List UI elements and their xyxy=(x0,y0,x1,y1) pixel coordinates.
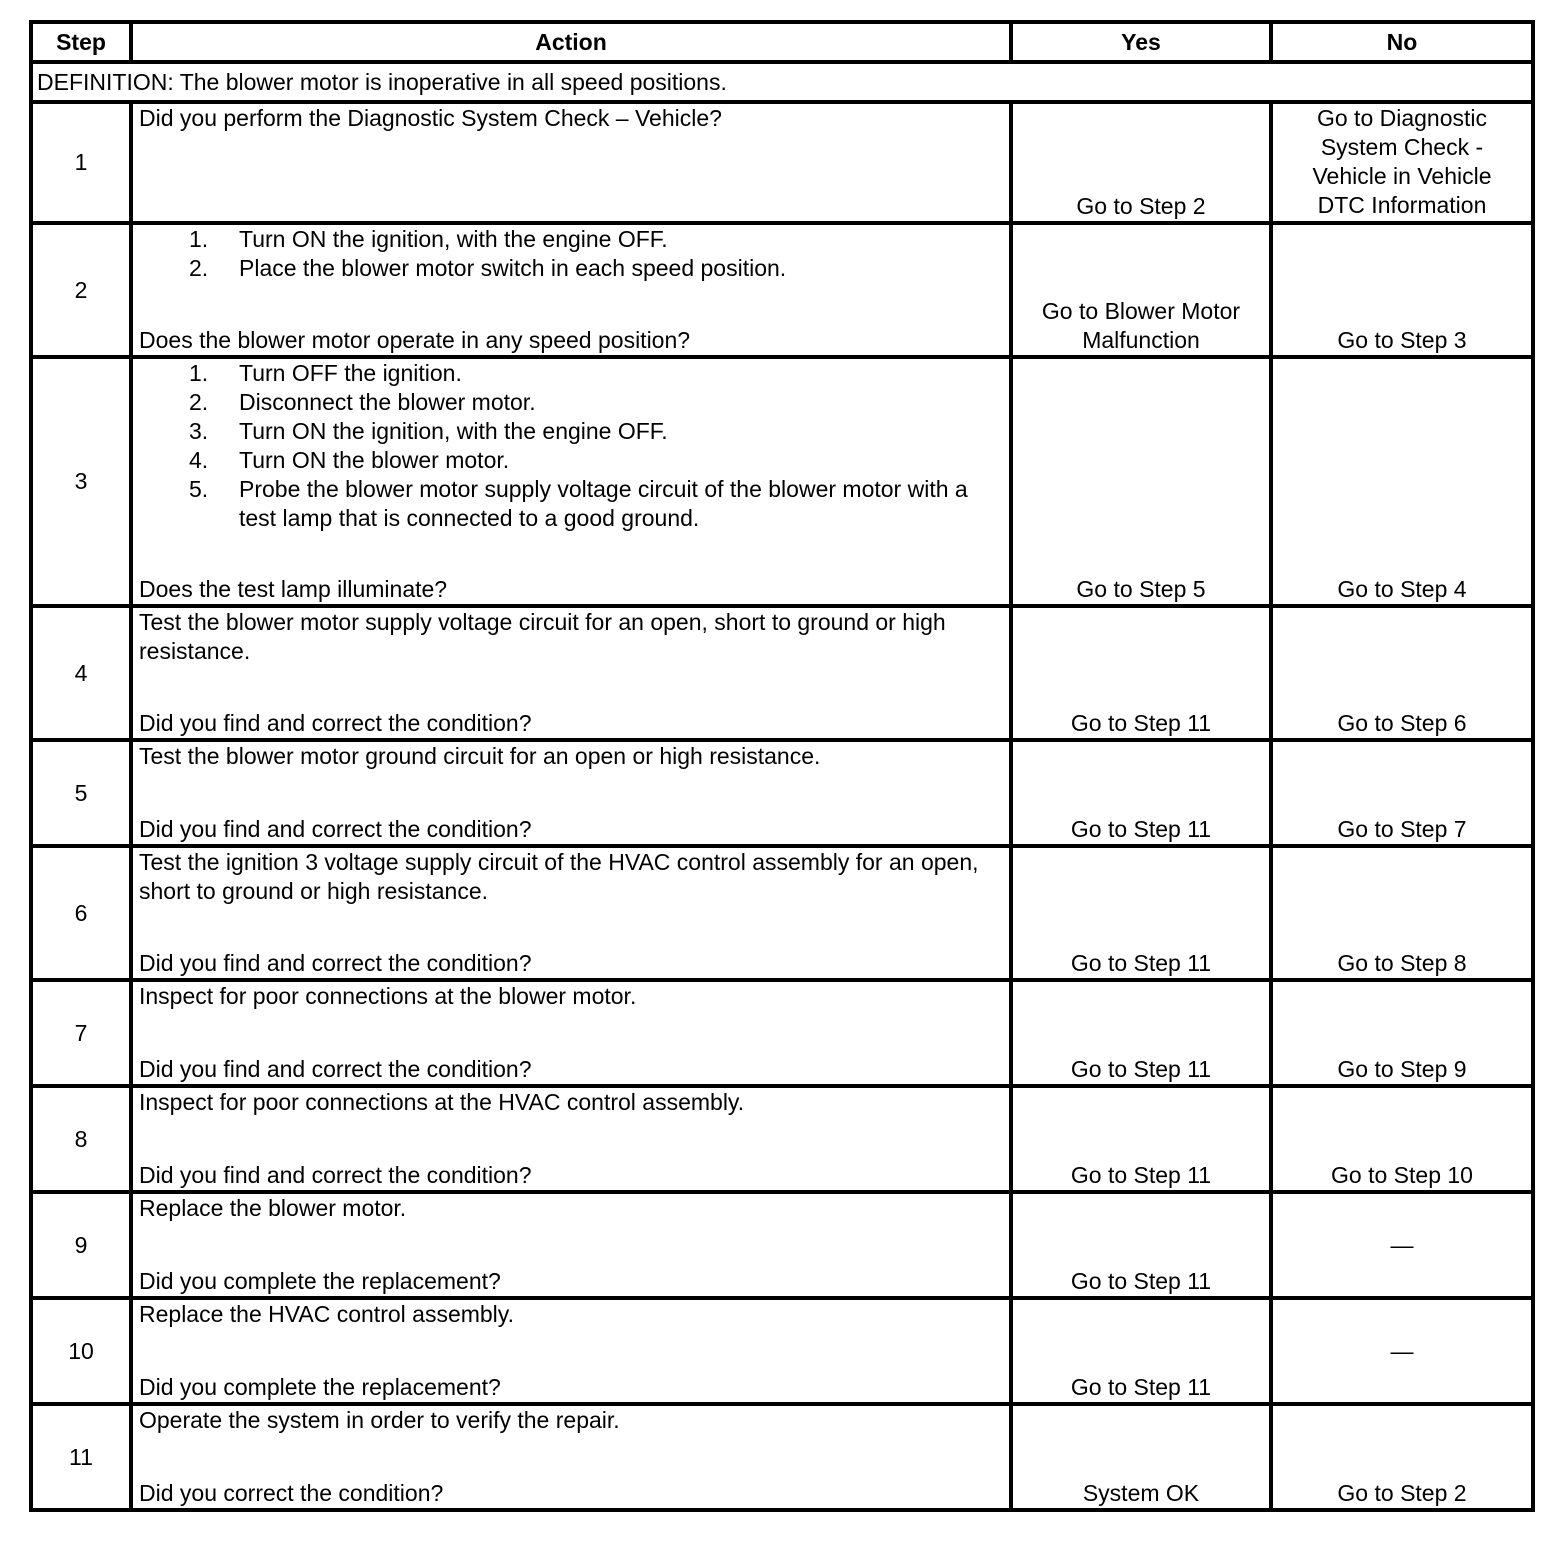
list-item: 1. Turn ON the ignition, with the engine OFF. xyxy=(189,226,668,252)
yes-result: System OK xyxy=(1082,1480,1200,1506)
list-item: 1. Turn OFF the ignition. xyxy=(189,360,462,386)
action-cell xyxy=(131,606,1011,740)
definition-text: DEFINITION: The blower motor is inoperative in all speed positions. xyxy=(31,62,1533,102)
no-cell xyxy=(1271,357,1533,606)
action-list xyxy=(139,359,1003,533)
action-question: Did you find and correct the condition? xyxy=(139,1162,532,1188)
yes-cell xyxy=(1011,102,1271,223)
action-cell xyxy=(131,223,1011,357)
action-text: Replace the HVAC control assembly. xyxy=(139,1301,514,1327)
step-number: 4 xyxy=(31,606,131,740)
list-item: 4. Turn ON the blower motor. xyxy=(189,447,510,473)
yes-cell xyxy=(1011,223,1271,357)
definition-row xyxy=(31,62,1533,102)
no-result: Go to Step 9 xyxy=(1337,1056,1467,1082)
action-text: Test the blower motor ground circuit for an open or high resistance. xyxy=(139,743,821,769)
step-number: 2 xyxy=(31,223,131,357)
header-row xyxy=(31,22,1533,62)
diagnostic-table xyxy=(29,20,1535,1512)
yes-result: Go to Blower Motor Malfunction xyxy=(1041,298,1241,353)
no-cell xyxy=(1271,846,1533,980)
yes-result: Go to Step 11 xyxy=(1070,1162,1212,1188)
action-cell xyxy=(131,980,1011,1086)
step-number: 9 xyxy=(31,1192,131,1298)
action-cell xyxy=(131,740,1011,846)
step-number: 3 xyxy=(31,357,131,606)
step-number: 6 xyxy=(31,846,131,980)
action-cell xyxy=(131,1404,1011,1510)
action-cell xyxy=(131,846,1011,980)
yes-result: Go to Step 5 xyxy=(1076,576,1206,602)
step-number: 5 xyxy=(31,740,131,846)
no-cell xyxy=(1271,1404,1533,1510)
yes-cell xyxy=(1011,740,1271,846)
action-question: Did you find and correct the condition? xyxy=(139,1056,532,1082)
table-row xyxy=(31,1086,1533,1192)
yes-cell xyxy=(1011,980,1271,1086)
action-question: Did you find and correct the condition? xyxy=(139,950,532,976)
header-step: Step xyxy=(31,22,131,62)
table-row xyxy=(31,102,1533,223)
yes-result: Go to Step 11 xyxy=(1070,816,1212,842)
action-cell xyxy=(131,1192,1011,1298)
table-row xyxy=(31,980,1533,1086)
table-row xyxy=(31,1298,1533,1404)
yes-cell xyxy=(1011,1086,1271,1192)
yes-cell xyxy=(1011,846,1271,980)
action-text: Operate the system in order to verify the repair. xyxy=(139,1407,620,1433)
action-question: Did you correct the condition? xyxy=(139,1480,444,1506)
list-item: 2. Place the blower motor switch in each speed position. xyxy=(189,255,787,281)
yes-result: Go to Step 11 xyxy=(1070,1056,1212,1082)
yes-cell xyxy=(1011,606,1271,740)
table-row xyxy=(31,740,1533,846)
no-result: — xyxy=(1390,1231,1414,1258)
table-row xyxy=(31,223,1533,357)
no-cell xyxy=(1271,1192,1533,1298)
step-number: 10 xyxy=(31,1298,131,1404)
step-number: 8 xyxy=(31,1086,131,1192)
no-cell xyxy=(1271,102,1533,223)
action-text: Test the ignition 3 voltage supply circuit of the HVAC control assembly for an open, short to ground or high resistance. xyxy=(139,849,979,904)
table-row xyxy=(31,357,1533,606)
step-number: 11 xyxy=(31,1404,131,1510)
no-cell xyxy=(1271,606,1533,740)
yes-cell xyxy=(1011,1404,1271,1510)
yes-result: Go to Step 11 xyxy=(1070,950,1212,976)
action-question: Did you complete the replacement? xyxy=(139,1268,501,1294)
action-text: Inspect for poor connections at the HVAC control assembly. xyxy=(139,1089,745,1115)
action-text: Inspect for poor connections at the blower motor. xyxy=(139,983,637,1009)
no-result: Go to Step 8 xyxy=(1337,950,1467,976)
action-cell xyxy=(131,102,1011,223)
yes-result: Go to Step 11 xyxy=(1070,1268,1212,1294)
action-text: Test the blower motor supply voltage circuit for an open, short to ground or high resistance. xyxy=(139,609,946,664)
action-cell xyxy=(131,1298,1011,1404)
yes-result: Go to Step 2 xyxy=(1076,193,1206,219)
no-result: Go to Step 7 xyxy=(1337,816,1467,842)
action-question: Does the test lamp illuminate? xyxy=(139,576,448,602)
header-action: Action xyxy=(131,22,1011,62)
action-question: Did you complete the replacement? xyxy=(139,1374,501,1400)
no-result: Go to Step 3 xyxy=(1337,327,1467,353)
action-question: Did you find and correct the condition? xyxy=(139,710,532,736)
action-question: Did you find and correct the condition? xyxy=(139,816,532,842)
action-list xyxy=(139,225,1003,283)
no-result: Go to Diagnostic System Check - Vehicle in Vehicle DTC Information xyxy=(1312,105,1492,218)
table-row xyxy=(31,846,1533,980)
no-cell xyxy=(1271,1086,1533,1192)
yes-cell xyxy=(1011,1298,1271,1404)
yes-cell xyxy=(1011,357,1271,606)
action-question: Does the blower motor operate in any speed position? xyxy=(139,327,691,353)
no-cell xyxy=(1271,1298,1533,1404)
action-text: Did you perform the Diagnostic System Check – Vehicle? xyxy=(139,105,722,131)
no-cell xyxy=(1271,980,1533,1086)
no-result: — xyxy=(1390,1337,1414,1364)
action-cell xyxy=(131,1086,1011,1192)
list-item: 2. Disconnect the blower motor. xyxy=(189,389,536,415)
no-cell xyxy=(1271,740,1533,846)
step-number: 1 xyxy=(31,102,131,223)
table-row xyxy=(31,1404,1533,1510)
header-yes: Yes xyxy=(1011,22,1271,62)
no-result: Go to Step 6 xyxy=(1337,710,1467,736)
step-number: 7 xyxy=(31,980,131,1086)
table-row xyxy=(31,606,1533,740)
action-text: Replace the blower motor. xyxy=(139,1195,407,1221)
list-item: 5. Probe the blower motor supply voltage circuit of the blower motor with a test lamp that is connected to a good ground. xyxy=(189,476,968,531)
list-item: 3. Turn ON the ignition, with the engine OFF. xyxy=(189,418,668,444)
no-result: Go to Step 2 xyxy=(1337,1480,1467,1506)
yes-result: Go to Step 11 xyxy=(1070,710,1212,736)
no-result: Go to Step 10 xyxy=(1331,1162,1473,1188)
no-result: Go to Step 4 xyxy=(1337,576,1467,602)
table-row xyxy=(31,1192,1533,1298)
yes-result: Go to Step 11 xyxy=(1070,1374,1212,1400)
header-no: No xyxy=(1271,22,1533,62)
yes-cell xyxy=(1011,1192,1271,1298)
action-cell xyxy=(131,357,1011,606)
no-cell xyxy=(1271,223,1533,357)
